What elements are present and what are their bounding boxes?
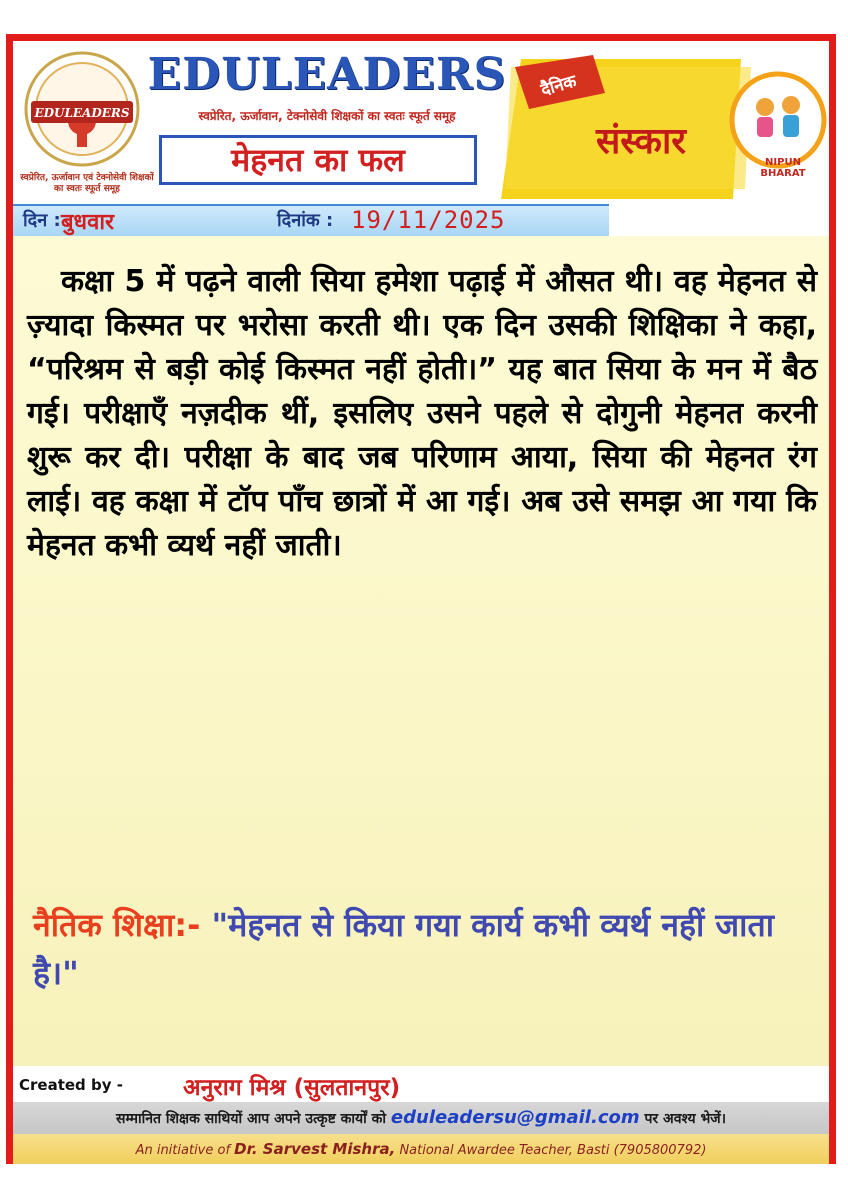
poster-frame: [6, 34, 836, 1164]
moral-text: "मेहनत से किया गया कार्य कभी व्यर्थ नहीं जाता है।": [33, 906, 774, 992]
header: [13, 41, 829, 204]
initiative-phone: (7905800792): [613, 1143, 707, 1158]
date-label: दिनांक :: [277, 210, 334, 231]
day-value: बुधवार: [61, 210, 115, 235]
submission-bar: [13, 1102, 829, 1134]
story-text: कक्षा 5 में पढ़ने वाली सिया हमेशा पढ़ाई में औसत थी। वह मेहनत से ज़्यादा किस्मत पर भरोसा करती थी। एक दिन उसकी शिक्षिका ने कहा, “परिश्रम से बड़ी कोई किस्मत नहीं होती।” यह बात सिया के मन में बैठ गई। परीक्षाएँ नज़दीक थीं, इसलिए उसने पहले से दोगुनी मेहनत करनी शुरू कर दी। परीक्षा के बाद जब परिणाम आया, सिया की मेहनत रंग लाई। वह कक्षा में टॉप पाँच छात्रों में आ गई। अब उसे समझ आ गया कि मेहनत कभी व्यर्थ नहीं जाती।: [27, 264, 817, 563]
ribbon-small-text: दैनिक: [538, 71, 579, 101]
initiative-name: Dr. Sarvest Mishra,: [234, 1140, 396, 1158]
date-bar: [13, 204, 609, 236]
submission-suffix: पर अवश्य भेजें।: [644, 1111, 726, 1127]
story-panel: [13, 236, 829, 1066]
submission-prefix: सम्मानित शिक्षक साथियों आप अपने उत्कृष्ट कार्यों को: [116, 1111, 387, 1127]
initiative-bar: [13, 1134, 829, 1164]
nipun-bharat-logo: [729, 71, 827, 169]
ribbon-big-text: संस्कार: [595, 121, 687, 162]
brand-name: EDULEADERS: [147, 49, 507, 100]
day-label: दिन :: [23, 210, 61, 231]
date-value: 19/11/2025: [351, 206, 506, 234]
created-by-label: Created by -: [19, 1076, 123, 1094]
page-title: मेहनत का फल: [159, 135, 477, 185]
moral-label: नैतिक शिक्षा:-: [33, 906, 201, 944]
email-link[interactable]: eduleadersu@gmail.com: [390, 1107, 640, 1128]
logo-text: EDULEADERS: [34, 106, 130, 120]
initiative-suffix: National Awardee Teacher, Basti: [399, 1143, 610, 1158]
brand-tagline: स्वप्रेरित, ऊर्जावान, टेक्नोसेवी शिक्षकों का स्वतः स्फूर्त समूह: [198, 109, 456, 123]
initiative-prefix: An initiative of: [135, 1143, 231, 1158]
created-by-bar: [13, 1070, 829, 1102]
eduleaders-logo: [23, 49, 141, 171]
nipun-label: NIPUN BHARAT: [760, 157, 806, 179]
author-name: अनुराग मिश्र (सुलतानपुर): [183, 1075, 401, 1101]
moral-lesson: [33, 901, 823, 997]
logo-subtitle: स्वप्रेरित, ऊर्जावान एवं टेक्नोसेवी शिक्षकों का स्वतः स्फूर्त समूह: [20, 173, 154, 194]
